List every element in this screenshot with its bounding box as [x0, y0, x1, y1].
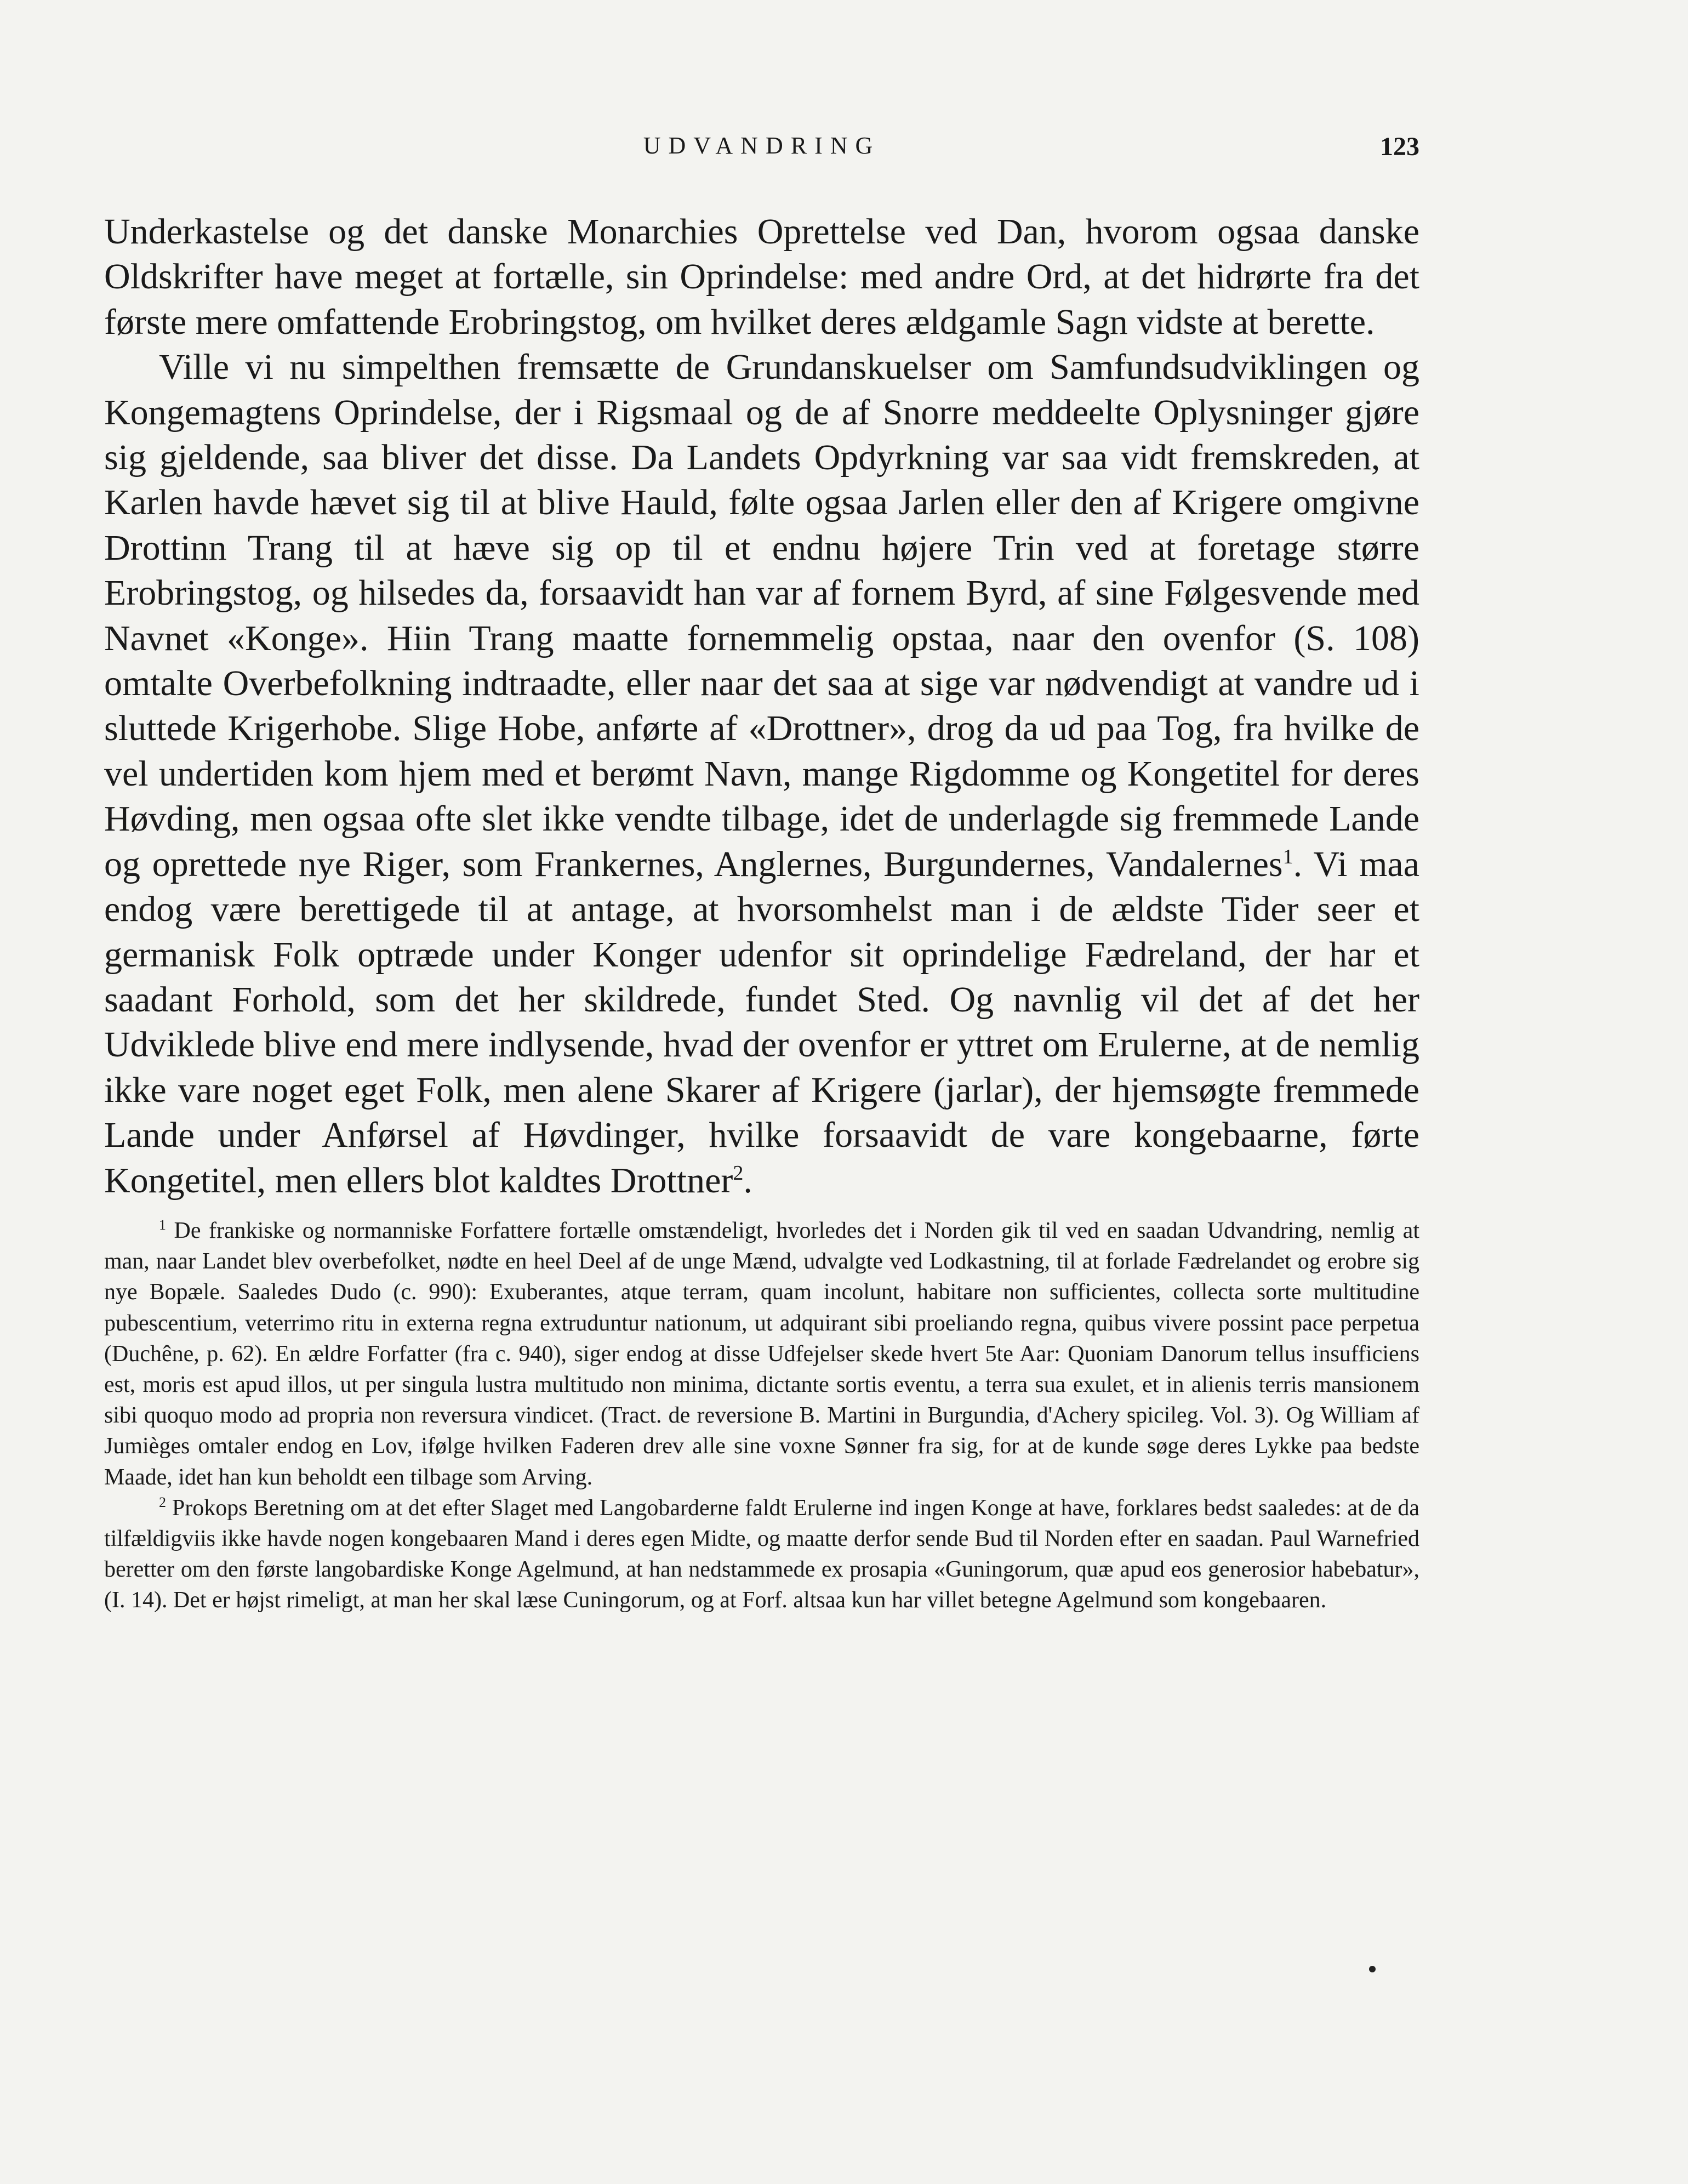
footnote-text-2: Prokops Beretning om at det efter Slaget med Langobarderne faldt Erulerne ind ingen Konge at have, forklares bedst saaledes: at de da tilfældigviis ikke havde nogen kongebaaren Mand i deres egen Midte, og maatte derfor sende Bud til Norden efter en saadan. Paul Warnefried beretter om den første langobardiske Konge Agelmund, at han nedstammede ex prosapia «Guningorum, quæ apud eos generosior habebatur», (I. 14). Det er højst rimeligt, at man her skal læse Cuningorum, og at Forf. altsaa kun har villet betegne Agelmund som kongebaaren. [104, 1495, 1419, 1613]
footnote-ref-2: 2 [733, 1161, 744, 1185]
page-header [104, 132, 1419, 175]
paragraph-2-text: Ville vi nu simpelthen fremsætte de Grundanskuelser om Samfundsudviklingen og Kongemagtens Oprindelse, der i Rigsmaal og de af Snorre meddeelte Oplysninger gjøre sig gjeldende, saa bliver det disse. Da Landets Opdyrkning var saa vidt fremskreden, at Karlen havde hævet sig til at blive Hauld, følte ogsaa Jarlen eller den af Krigere omgivne Drottinn Trang til at hæve sig op til et endnu højere Trin ved at foretage større Erobringstog, og hilsedes da, forsaavidt han var af fornem Byrd, af sine Følgesvende med Navnet «Konge». Hiin Trang maatte fornemmelig opstaa, naar den ovenfor (S. 108) omtalte Overbefolkning indtraadte, eller naar det saa at sige var nødvendigt at vandre ud i sluttede Krigerhobe. Slige Hobe, anførte af «Drottner», drog da ud paa Tog, fra hvilke de vel undertiden kom hjem med et berømt Navn, mange Rigdomme og Kongetitel for deres Høvding, men ogsaa ofte slet ikke vendte tilbage, idet de underlagde sig fremmede Lande og oprettede nye Riger, som Frankernes, Anglernes, Burgundernes, Vandalernes [104, 347, 1419, 884]
footnote-marker-2: 2 [159, 1494, 166, 1510]
footnote-1 [104, 1215, 1419, 1493]
paragraph-2 [104, 345, 1419, 1203]
footnote-ref-1: 1 [1282, 845, 1293, 868]
main-text [104, 209, 1419, 1203]
footnote-text-1: De frankiske og normanniske Forfattere fortælle omstændeligt, hvorledes det i Norden gik til ved en saadan Udvandring, nemlig at man, naar Landet blev overbefolket, nødte en heel Deel af de unge Mænd, udvalgte ved Lodkastning, til at forlade Fædrelandet og erobre sig nye Bopæle. Saaledes Dudo (c. 990): Exuberantes, atque terram, quam incolunt, habitare non sufficientes, collecta sorte multitudine pubescentium, veterrimo ritu in externa regna extruduntur nationum, ut adquirant sibi proeliando regna, quibus vivere possint pace perpetua (Duchêne, p. 62). En ældre Forfatter (fra c. 940), siger endog at disse Udfejelser skede hvert 5te Aar: Quoniam Danorum tellus insufficiens est, moris est apud illos, ut per singula lustra multitudo non minima, dictante sortis eventu, a terra sua exulet, et in alienis terris mansionem sibi quoquo modo ad propria non reversura vindicet. (Tract. de reversione B. Martini in Burgundia, d'Achery spicileg. Vol. 3). Og William af Jumièges omtaler endog en Lov, ifølge hvilken Faderen drev alle sine voxne Sønner fra sig, for at de kunde søge deres Lykke paa bedste Maade, idet han kun beholdt een tilbage som Arving. [104, 1218, 1419, 1490]
book-page [104, 132, 1419, 1616]
running-head: UDVANDRING [643, 132, 881, 159]
footnotes [104, 1215, 1419, 1616]
paragraph-2-end: . [743, 1160, 752, 1201]
paragraph-2-text-continued: . Vi maa endog være berettigede til at antage, at hvorsomhelst man i de ældste Tider seer et germanisk Folk optræde under Konger udenfor sit oprindelige Fædreland, der har et saadant Forhold, som det her skildrede, fundet Sted. Og navnlig vil det af det her Udviklede blive end mere indlysende, hvad der ovenfor er yttret om Erulerne, at de nemlig ikke vare noget eget Folk, men alene Skarer af Krigere (jarlar), der hjemsøgte fremmede Lande under Anførsel af Høvdinger, hvilke forsaavidt de vare kongebaarne, førte Kongetitel, men ellers blot kaldtes Drottner [104, 844, 1419, 1201]
footnote-marker-1: 1 [159, 1216, 166, 1233]
paragraph-1: Underkastelse og det danske Monarchies Oprettelse ved Dan, hvorom ogsaa danske Oldskrifter have meget at fortælle, sin Oprindelse: med andre Ord, at det hidrørte fra det første mere omfattende Erobringstog, om hvilket deres ældgamle Sagn vidste at berette. [104, 212, 1419, 342]
footnote-2 [104, 1493, 1419, 1616]
page-number: 123 [1380, 132, 1419, 161]
stray-ink-dot [1369, 1966, 1376, 1972]
